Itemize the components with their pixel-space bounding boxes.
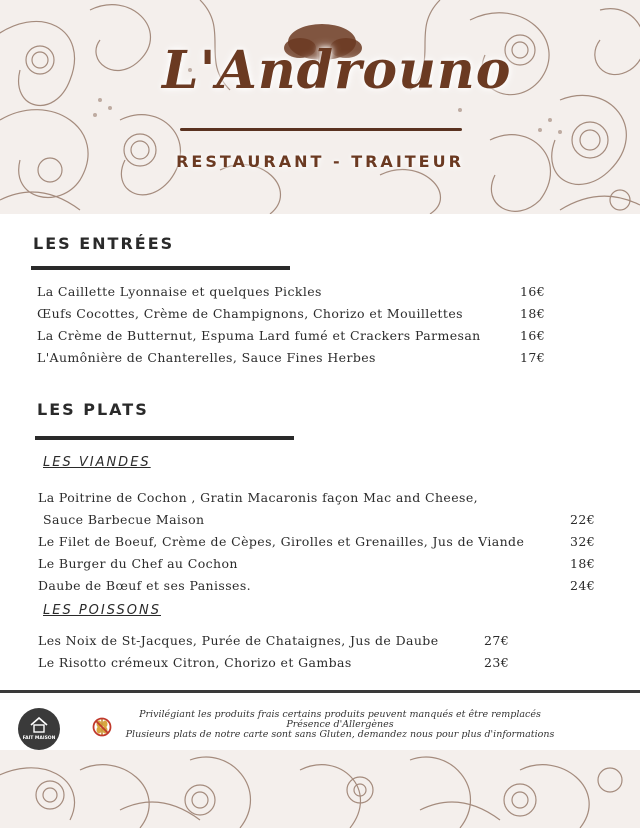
footer-note-3: Plusieurs plats de notre carte sont sans Gluten, demandez nous pour plus d'informations bbox=[125, 729, 555, 740]
entrees-rule bbox=[31, 266, 290, 270]
entree-price-1: 16€ bbox=[520, 284, 546, 299]
footer-note-1: Privilégiant les produits frais certains produits peuvent manqués et être remplacés bbox=[139, 709, 541, 720]
viande-item-1-line2: Sauce Barbecue Maison bbox=[43, 512, 205, 527]
entree-price-3: 16€ bbox=[520, 328, 546, 343]
entree-item-4: L'Aumônière de Chanterelles, Sauce Fines Herbes bbox=[37, 350, 376, 365]
entree-price-2: 18€ bbox=[520, 306, 546, 321]
viande-price-2: 32€ bbox=[570, 534, 596, 549]
plats-rule bbox=[35, 436, 294, 440]
poisson-price-2: 23€ bbox=[484, 655, 510, 670]
entree-item-1: La Caillette Lyonnaise et quelques Pickles bbox=[37, 284, 322, 299]
brand-underline bbox=[180, 128, 462, 131]
viande-price-1: 22€ bbox=[570, 512, 596, 527]
entree-price-4: 17€ bbox=[520, 350, 546, 365]
house-icon bbox=[29, 716, 49, 734]
badge-label: FAIT MAISON bbox=[22, 736, 56, 741]
footer-pattern-band bbox=[0, 750, 640, 828]
poisson-item-1: Les Noix de St-Jacques, Purée de Chataignes, Jus de Daube bbox=[38, 633, 439, 648]
footer-note-2: Présence d'Allergènes bbox=[286, 719, 394, 730]
viande-item-4: Daube de Bœuf et ses Panisses. bbox=[38, 578, 252, 593]
viande-price-3: 18€ bbox=[570, 556, 596, 571]
entrees-title: LES ENTRÉES bbox=[33, 234, 175, 253]
paisley-pattern-bottom bbox=[0, 750, 640, 828]
no-gluten-icon bbox=[92, 716, 112, 738]
viande-item-3: Le Burger du Chef au Cochon bbox=[38, 556, 238, 571]
viande-item-1: La Poitrine de Cochon , Gratin Macaronis façon Mac and Cheese, bbox=[38, 490, 479, 505]
footer-rule bbox=[0, 690, 640, 693]
plats-title: LES PLATS bbox=[37, 400, 149, 419]
poisson-price-1: 27€ bbox=[484, 633, 510, 648]
poisson-item-2: Le Risotto crémeux Citron, Chorizo et Gambas bbox=[38, 655, 352, 670]
header-pattern-band bbox=[0, 0, 640, 214]
entree-item-3: La Crème de Butternut, Espuma Lard fumé et Crackers Parmesan bbox=[37, 328, 481, 343]
brand-name: L'Androuno bbox=[162, 40, 512, 101]
brand-subtitle: RESTAURANT - TRAITEUR bbox=[176, 152, 464, 171]
viande-item-2: Le Filet de Boeuf, Crème de Cèpes, Girolles et Grenailles, Jus de Viande bbox=[38, 534, 525, 549]
entree-item-2: Œufs Cocottes, Crème de Champignons, Chorizo et Mouillettes bbox=[37, 306, 463, 321]
viande-price-4: 24€ bbox=[570, 578, 596, 593]
viandes-title: LES VIANDES bbox=[43, 455, 151, 470]
brand-block bbox=[0, 0, 640, 214]
fait-maison-badge bbox=[18, 708, 60, 750]
poissons-title: LES POISSONS bbox=[43, 603, 161, 618]
